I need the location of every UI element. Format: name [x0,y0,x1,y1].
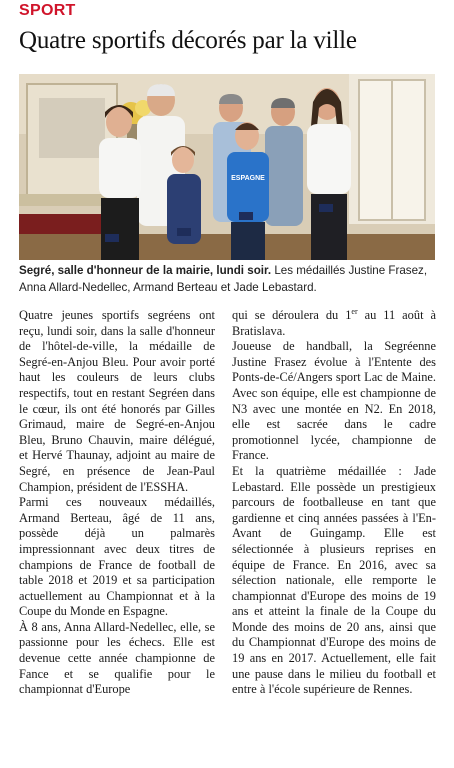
article-column-right [232,308,436,698]
caption-lead: Segré, salle d'honneur de la mairie, lundi soir. [19,264,272,277]
article-column-left [19,308,215,698]
ordinal-suffix: er [351,306,358,316]
paragraph-continued-b: au 11 août à Bratislava. [232,308,436,338]
caption-text: Les médaillés Justine Frasez, Anna Allard-Nedellec, Armand Berteau et Jade Lebastard. [19,264,428,294]
paragraph-continued-a: qui se déroulera du 1 [232,308,352,322]
paragraph-continued [232,308,436,339]
section-rubric: SPORT [19,2,76,19]
group-photo-illustration [19,74,435,260]
paragraph: À 8 ans, Anna Allard-Nedellec, elle, se passionne pour les échecs. Elle est devenue cette année championne de Fance et se qualifie pour le championnat d'Europe [19,619,215,697]
paragraph: Parmi ces nouveaux médaillés, Armand Berteau, âgé de 11 ans, possède déjà un palmarès impressionnant avec deux titres de champions de France de football de table 2018 et 2019 et sa participation actuellement au Championnat et à la Coupe du Monde en Espagne. [19,495,215,619]
photo-caption [19,262,435,296]
paragraph: Et la quatrième médaillée : Jade Lebastard. Elle possède un prestigieux parcours de footballeuse en tant que gardienne et cinq années passées à l'En-Avant de Guingamp. Elle est sélectionnée à plusieurs reprises en équipe de France. En 2016, avec sa sélection nationale, elle remporte le championnat d'Europe des moins de 19 ans et atteint la finale de la Coupe du Monde des moins de 20 ans, ainsi que du Championnat d'Europe des moins de 19 ans en 2017. Actuellement, elle fait une pause dans le milieu du football et entre à l'école supérieure de Rennes. [232,463,436,697]
paragraph: Joueuse de handball, la Segréenne Justine Frasez évolue à l'Entente des Ponts-de-Cé/Angers sport Lac de Maine. Avec son équipe, elle est championne de N3 avec une montée en N2. En 2018, elle est sacrée dans le cadre promotionnel lycée, championne de France. [232,339,436,463]
article-photo [19,74,435,260]
paragraph: Quatre jeunes sportifs segréens ont reçu, lundi soir, dans la salle d'honneur de l'hôtel-de-ville, la médaille de Segré-en-Anjou Bleu. Pour avoir porté haut les couleurs de leurs clubs respectifs, tout en restant Segréen dans le cœur, ils ont été honorés par Gilles Grimaud, maire de Segré-en-Anjou Bleu, Bruno Chauvin, maire délégué, et Hervé Thaunay, adjoint au maire de Segré, en présence de Jean-Paul Champion, président de l'ESSHA. [19,308,215,494]
article-headline: Quatre sportifs décorés par la ville [19,27,357,54]
tshirt-text: ESPAGNE [231,175,265,182]
